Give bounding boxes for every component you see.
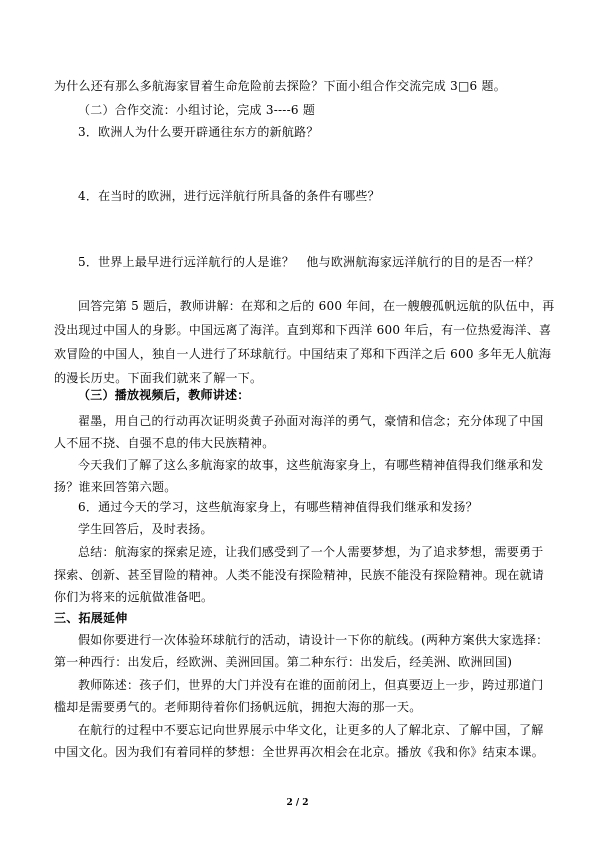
text-line: 总结：航海家的探索足迹，让我们感受到了一个人需要梦想，为了追求梦想，需要勇于 <box>78 545 544 559</box>
page-number: 2 / 2 <box>286 798 309 808</box>
section-heading: （三）播放视频后，教师讲述： <box>78 388 250 402</box>
text-line: 翟墨，用自己的行动再次证明炎黄子孙面对海洋的勇气，豪情和信念；充分体现了中国 <box>78 414 544 428</box>
text-line: 学生回答后，及时表扬。 <box>78 522 213 536</box>
text-line: 为什么还有那么多航海家冒着生命危险前去探险？下面小组合作交流完成 3□6 题。 <box>54 79 506 93</box>
text-line: 没出现过中国人的身影。中国远离了海洋。直到郑和下西洋 600 年后，有一位热爱海洋、喜 <box>54 323 552 337</box>
text-line: 第一种西行：出发后，经欧洲、美洲回国。第二种东行：出发后，经美洲、欧洲回国) <box>54 655 513 669</box>
text-line: 回答完第 5 题后，教师讲解：在郑和之后的 600 年间，在一艘艘孤帆远航的队伍中，再 <box>78 299 555 313</box>
question-3: 3．欧洲人为什么要开辟通往东方的新航路？ <box>78 125 319 139</box>
text-line: 探索、创新、甚至冒险的精神。人类不能没有探险精神，民族不能没有探险精神。现在就请 <box>54 568 545 582</box>
text-line: 假如你要进行一次体验环球航行的活动，请设计一下你的航线。(两种方案供大家选择： <box>78 633 549 647</box>
question-4: 4．在当时的欧洲，进行远洋航行所具备的条件有哪些？ <box>78 189 380 203</box>
question-5: 5．世界上最早进行远洋航行的人是谁？ 他与欧洲航海家远洋航行的目的是否一样？ <box>78 255 540 269</box>
section-heading: 三、拓展延伸 <box>54 611 128 625</box>
text-line: 教师陈述：孩子们，世界的大门并没有在谁的面前闭上，但真要迈上一步，跨过那道门 <box>78 678 544 692</box>
text-line: 的漫长历史。下面我们就来了解一下。 <box>54 371 263 385</box>
text-line: 你们为将来的远航做准备吧。 <box>54 590 214 604</box>
text-line: 今天我们了解了这么多航海家的故事，这些航海家身上，有哪些精神值得我们继承和发 <box>78 458 544 472</box>
question-6: 6．通过今天的学习，这些航海家身上，有哪些精神值得我们继承和发扬？ <box>78 500 478 514</box>
text-line: 扬？谁来回答第六题。 <box>54 480 177 494</box>
text-line: 槛却是需要勇气的。老师期待着你们扬帆远航，拥抱大海的那一天。 <box>54 700 422 714</box>
text-line: 中国文化。因为我们有着同样的梦想：全世界再次相会在北京。播放《我和你》结束本课。 <box>54 745 545 759</box>
text-line: 在航行的过程中不要忘记向世界展示中华文化，让更多的人了解北京、了解中国，了解 <box>78 723 544 737</box>
text-line: 欢冒险的中国人，独自一人进行了环球航行。中国结束了郑和下西洋之后 600 多年无人航海 <box>54 347 552 361</box>
text-line: 人不屈不挠、自强不息的伟大民族精神。 <box>54 436 275 450</box>
section-heading: （二）合作交流：小组讨论，完成 3----6 题 <box>78 103 316 117</box>
